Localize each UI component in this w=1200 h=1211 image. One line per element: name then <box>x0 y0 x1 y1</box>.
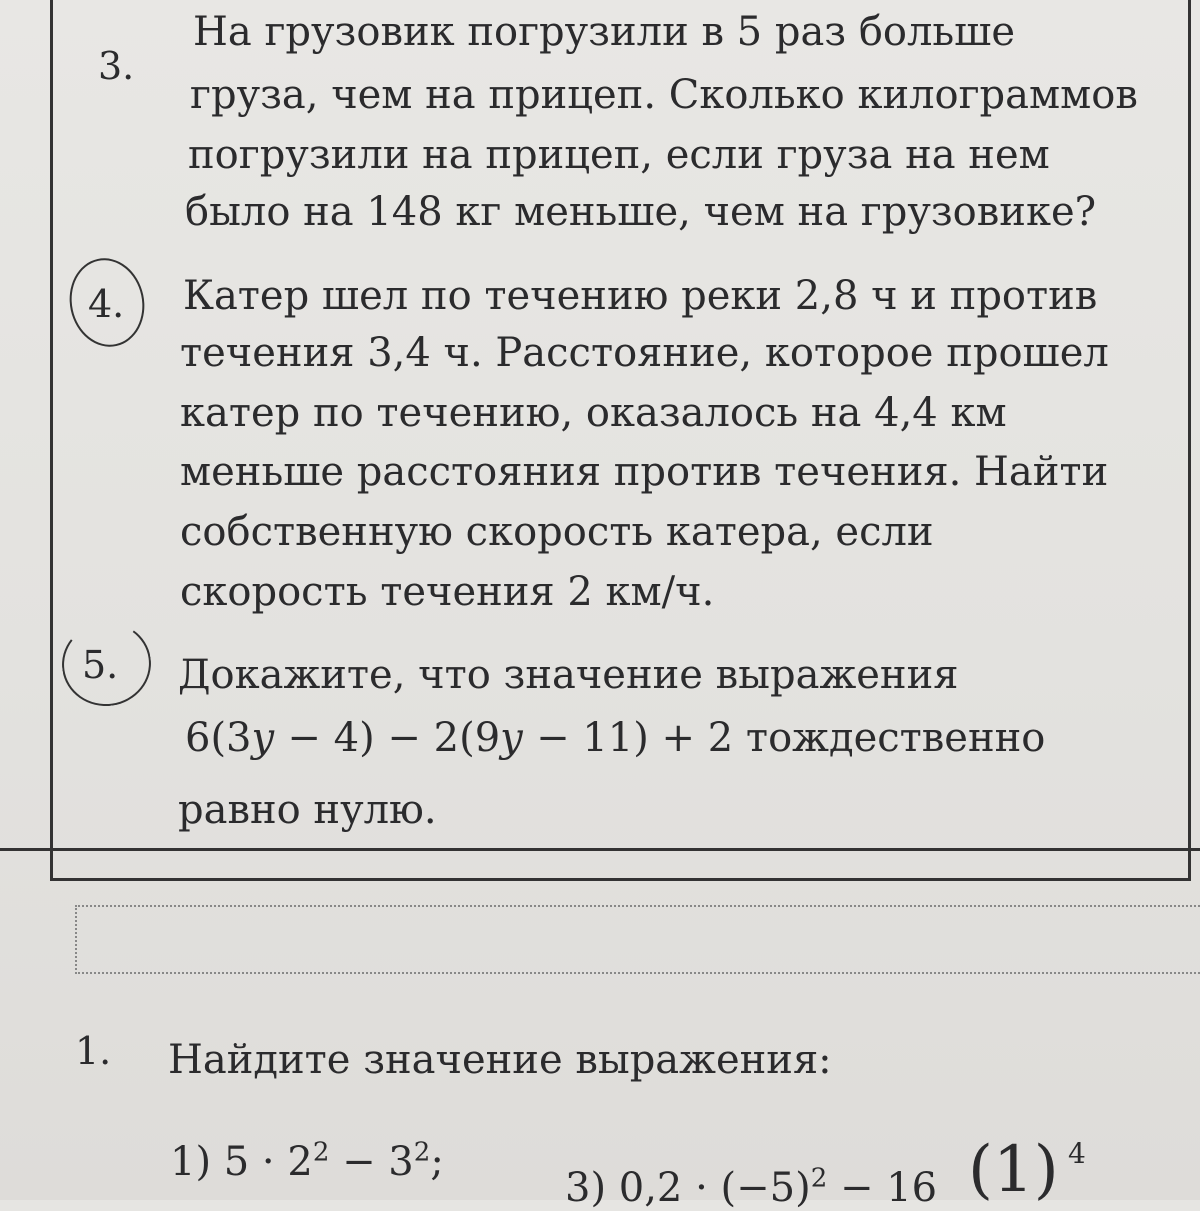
expr-var-1: у <box>251 715 275 761</box>
problem-3-line-3: погрузили на прицеп, если груза на нем <box>188 132 1050 178</box>
problem-3-line-4: было на 148 кг меньше, чем на грузовике? <box>185 189 1097 235</box>
problem-3-number: 3. <box>98 44 135 88</box>
problem-3-line-2: груза, чем на прицеп. Сколько килограммов <box>190 72 1138 118</box>
item1-exp2: 2 <box>413 1137 431 1168</box>
item1-prefix: 1) 5 · 2 <box>170 1139 313 1185</box>
item1-exp1: 2 <box>312 1137 330 1168</box>
problem-5-tail: равно нулю. <box>178 787 437 833</box>
section-divider <box>0 848 1200 851</box>
problem-5-number: 5. <box>82 643 119 687</box>
problem-4-line-4: меньше расстояния против течения. Найти <box>180 449 1109 495</box>
item3-prefix: 3) 0,2 · (−5) <box>565 1165 811 1211</box>
problem-4-number: 4. <box>88 282 125 326</box>
item3-exp1: 2 <box>810 1163 828 1194</box>
expr-part-c: − 11) + 2 тождественно <box>523 715 1046 761</box>
problem-4-line-3: катер по течению, оказалось на 4,4 км <box>180 390 1007 436</box>
expr-part-b: − 4) − 2(9 <box>274 715 501 761</box>
expr-part-a: 6(3 <box>185 715 252 761</box>
section-1-heading: Найдите значение выражения: <box>168 1037 832 1083</box>
problem-5-expression <box>185 715 1046 761</box>
problem-5-line-1: Докажите, что значение выражения <box>178 652 959 698</box>
exercise-item-3 <box>565 1163 938 1211</box>
item3-mid: − 16 <box>827 1165 938 1211</box>
item1-suffix: ; <box>430 1139 444 1185</box>
problem-4-line-1: Катер шел по течению реки 2,8 ч и против <box>183 273 1098 319</box>
exercise-item-1 <box>170 1137 444 1185</box>
problem-3-line-1: На грузовик погрузили в 5 раз больше <box>193 9 1016 55</box>
problem-4-line-2: течения 3,4 ч. Расстояние, которое прошел <box>180 330 1109 376</box>
problem-4-line-6: скорость течения 2 км/ч. <box>180 569 715 615</box>
item1-mid: − 3 <box>329 1139 414 1185</box>
item3-exp2: 4 <box>1068 1137 1086 1170</box>
dotted-header-box <box>75 905 1200 974</box>
section-1-number: 1. <box>75 1029 112 1073</box>
expr-var-2: у <box>500 715 524 761</box>
problem-4-line-5: собственную скорость катера, если <box>180 509 934 555</box>
item3-fraction-paren: (1) <box>968 1133 1059 1207</box>
